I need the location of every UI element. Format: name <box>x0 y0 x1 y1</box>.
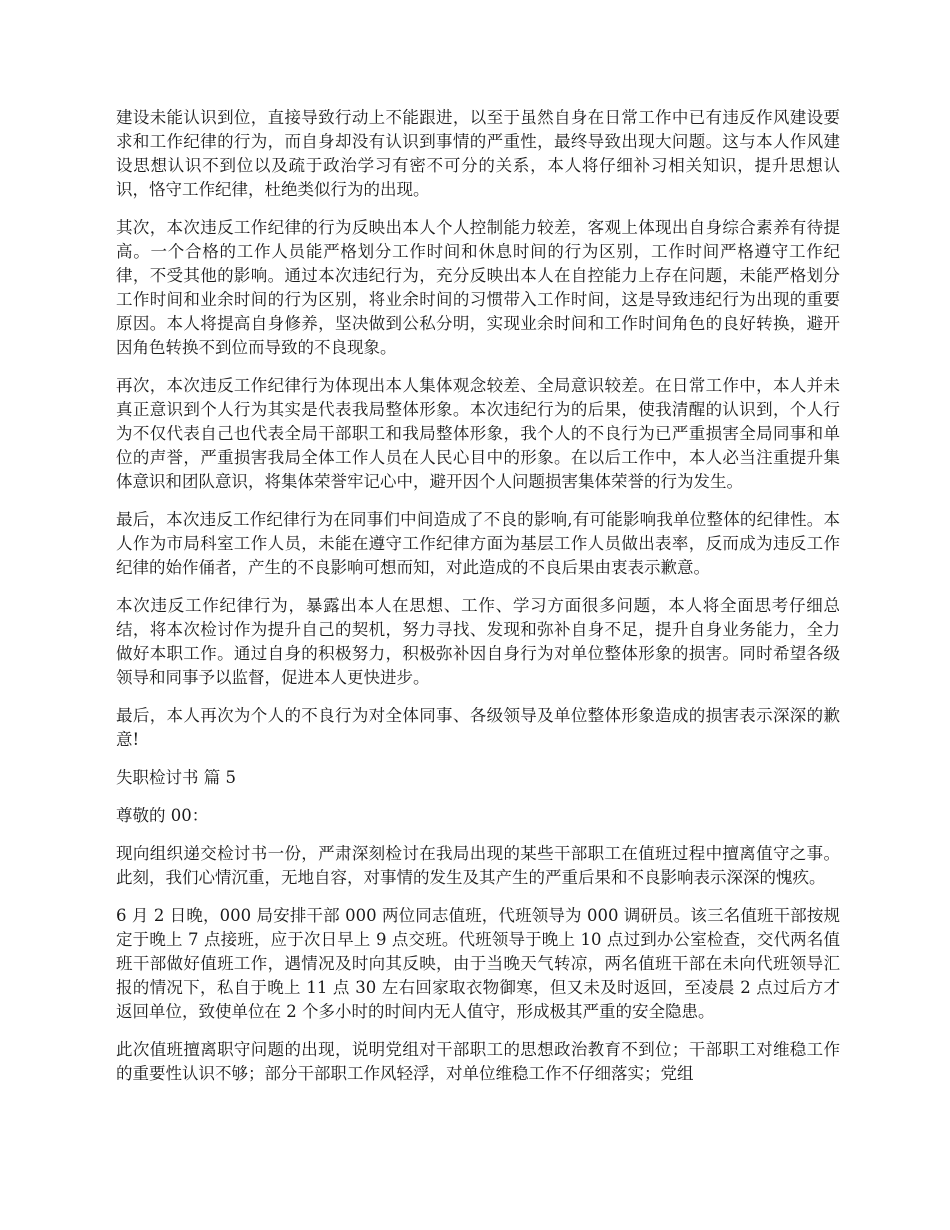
document-page <box>116 106 840 1100</box>
section-title: 失职检讨书 篇 5 <box>116 768 236 787</box>
paragraph-submission: 现向组织递交检讨书一份，严肃深刻检讨在我局出现的某些干部职工在值班过程中擅离值守之事。此刻，我们心情沉重，无地自容，对事情的发生及其产生的严重后果和不良影响表示深深的愧疚。 <box>116 844 840 887</box>
salutation: 尊敬的 00： <box>116 806 209 825</box>
paragraph-apology: 最后，本人再次为个人的不良行为对全体同事、各级领导及单位整体形象造成的损害表示深深的歉意! <box>116 706 840 749</box>
paragraph-cont-intro: 建设未能认识到位，直接导致行动上不能跟进，以至于虽然自身在日常工作中已有违反作风建设要求和工作纪律的行为，而自身却没有认识到事情的严重性，最终导致出现大问题。这与本人作风建设思想认识不到位以及疏于政治学习有密不可分的关系，本人将仔细补习相关知识，提升思想认识，恪守工作纪律，杜绝类似行为的出现。 <box>116 108 840 199</box>
paragraph-finally: 最后，本次违反工作纪律行为在同事们中间造成了不良的影响,有可能影响我单位整体的纪律性。本人作为市局科室工作人员，未能在遵守工作纪律方面为基层工作人员做出表率，反而成为违反工作纪律的始作俑者，产生的不良影响可想而知，对此造成的不良后果由衷表示歉意。 <box>116 510 840 577</box>
paragraph-incident: 6 月 2 日晚，000 局安排干部 000 两位同志值班，代班领导为 000 调研员。该三名值班干部按规定于晚上 7 点接班，应于次日早上 9 点交班。代班领导于晚上 10 点过到办公室检查，交代两名值班干部做好值班工作，遇情况及时向其反映，由于当晚天气转凉，两名值班干部在未向代班领导汇报的情况下，私自于晚上 11 点 30 左右回家取衣物御寒，但又未及时返回，至凌晨 2 点过后方才返回单位，致使单位在 2 个多小时的时间内无人值守，形成极其严重的安全隐患。 <box>116 906 840 1021</box>
paragraph-secondly: 其次，本次违反工作纪律的行为反映出本人个人控制能力较差，客观上体现出自身综合素养有待提高。一个合格的工作人员能严格划分工作时间和休息时间的行为区别，工作时间严格遵守工作纪律，不受其他的影响。通过本次违纪行为，充分反映出本人在自控能力上存在问题，未能严格划分工作时间和业余时间的行为区别，将业余时间的习惯带入工作时间，这是导致违纪行为出现的重要原因。本人将提高自身修养，坚决做到公私分明，实现业余时间和工作时间角色的良好转换，避开因角色转换不到位而导致的不良现象。 <box>116 218 840 357</box>
paragraph-analysis: 此次值班擅离职守问题的出现，说明党组对干部职工的思想政治教育不到位；干部职工对维稳工作的重要性认识不够；部分干部职工作风轻浮，对单位维稳工作不仔细落实；党组 <box>116 1040 840 1083</box>
paragraph-summary: 本次违反工作纪律行为，暴露出本人在思想、工作、学习方面很多问题，本人将全面思考仔细总结，将本次检讨作为提升自己的契机，努力寻找、发现和弥补自身不足，提升自身业务能力，全力做好本职工作。通过自身的积极努力，积极弥补因自身行为对单位整体形象的损害。同时希望各级领导和同事予以监督，促进本人更快进步。 <box>116 596 840 687</box>
paragraph-thirdly: 再次，本次违反工作纪律行为体现出本人集体观念较差、全局意识较差。在日常工作中，本人并未真正意识到个人行为其实是代表我局整体形象。本次违纪行为的后果，使我清醒的认识到，个人行为不仅代表自己也代表全局干部职工和我局整体形象，我个人的不良行为已严重损害全局同事和单位的声誉，严重损害我局全体工作人员在人民心目中的形象。在以后工作中，本人必当注重提升集体意识和团队意识，将集体荣誉牢记心中，避开因个人问题损害集体荣誉的行为发生。 <box>116 376 840 491</box>
